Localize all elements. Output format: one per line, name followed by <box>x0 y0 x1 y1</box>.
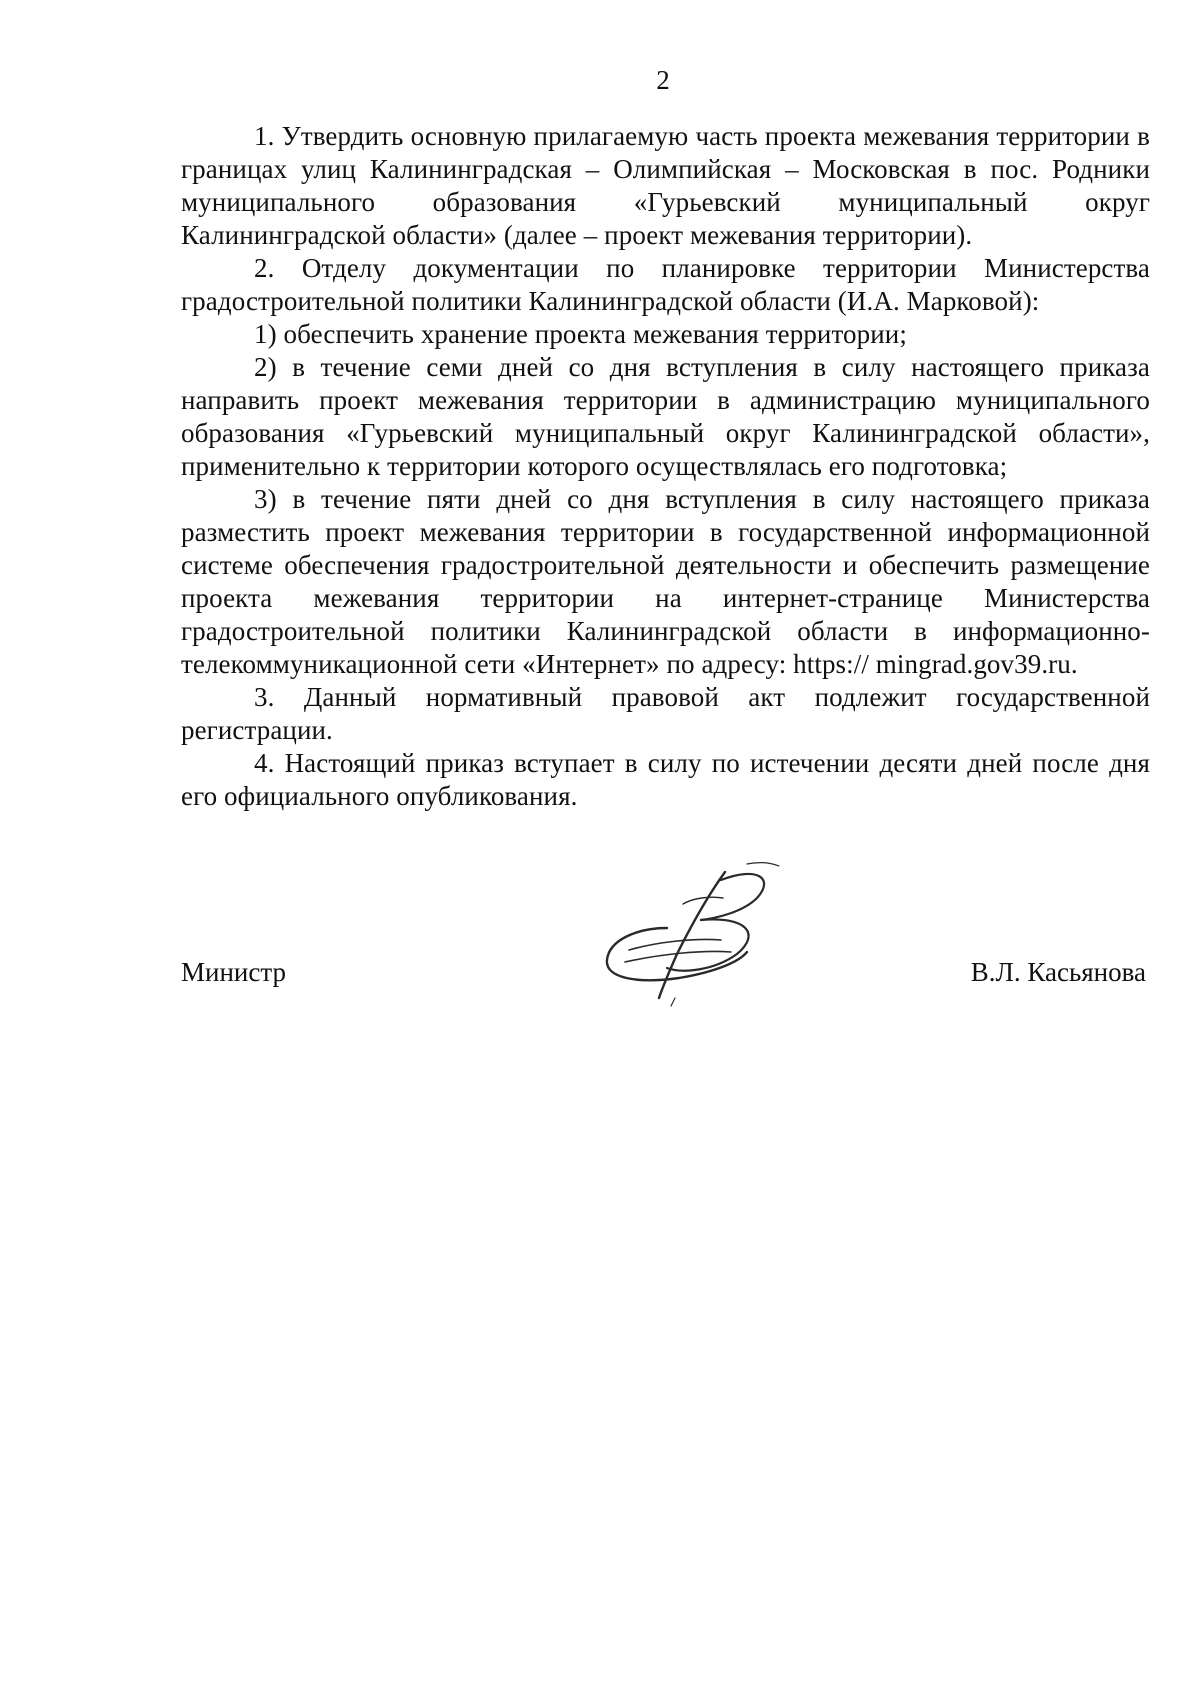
handwritten-signature-icon <box>597 858 787 1008</box>
paragraph-item-4: 4. Настоящий приказ вступает в силу по истечении десяти дней после дня его официального опубликования. <box>181 748 1150 811</box>
paragraph-item-1: 1. Утвердить основную прилагаемую часть проекта межевания территории в границах улиц Калининградская – Олимпийская – Московская в пос. Родники муниципального образования «Гурьевский муниципальный округ Калининградской области» (далее – проект межевания территории). <box>181 121 1150 250</box>
paragraph-subitem-2: 2) в течение семи дней со дня вступления в силу настоящего приказа направить проект межевания территории в администрацию муниципального образования «Гурьевский муниципальный округ Калининградской области», применительно к территории которого осуществлялась его подготовка; <box>181 352 1150 481</box>
paragraph-subitem-3: 3) в течение пяти дней со дня вступления в силу настоящего приказа разместить проект межевания территории в государственной информационной системе обеспечения градостроительной деятельности и обеспечить размещение проекта межевания территории на интернет-странице Министерства градостроительной политики Калининградской области в информационно-телекоммуникационной сети «Интернет» по адресу: https:// mingrad.gov39.ru. <box>181 484 1150 679</box>
signature-block <box>181 858 1150 1018</box>
paragraph-item-2: 2. Отделу документации по планировке территории Министерства градостроительной политики Калининградской области (И.А. Марковой): <box>181 253 1150 316</box>
signatory-title: Министр <box>181 957 286 987</box>
document-body <box>181 120 1150 813</box>
paragraph-subitem-1: 1) обеспечить хранение проекта межевания территории; <box>254 319 907 349</box>
paragraph-item-3: 3. Данный нормативный правовой акт подлежит государственной регистрации. <box>181 682 1150 745</box>
page-number: 2 <box>656 65 670 95</box>
signatory-name: В.Л. Касьянова <box>970 957 1146 987</box>
